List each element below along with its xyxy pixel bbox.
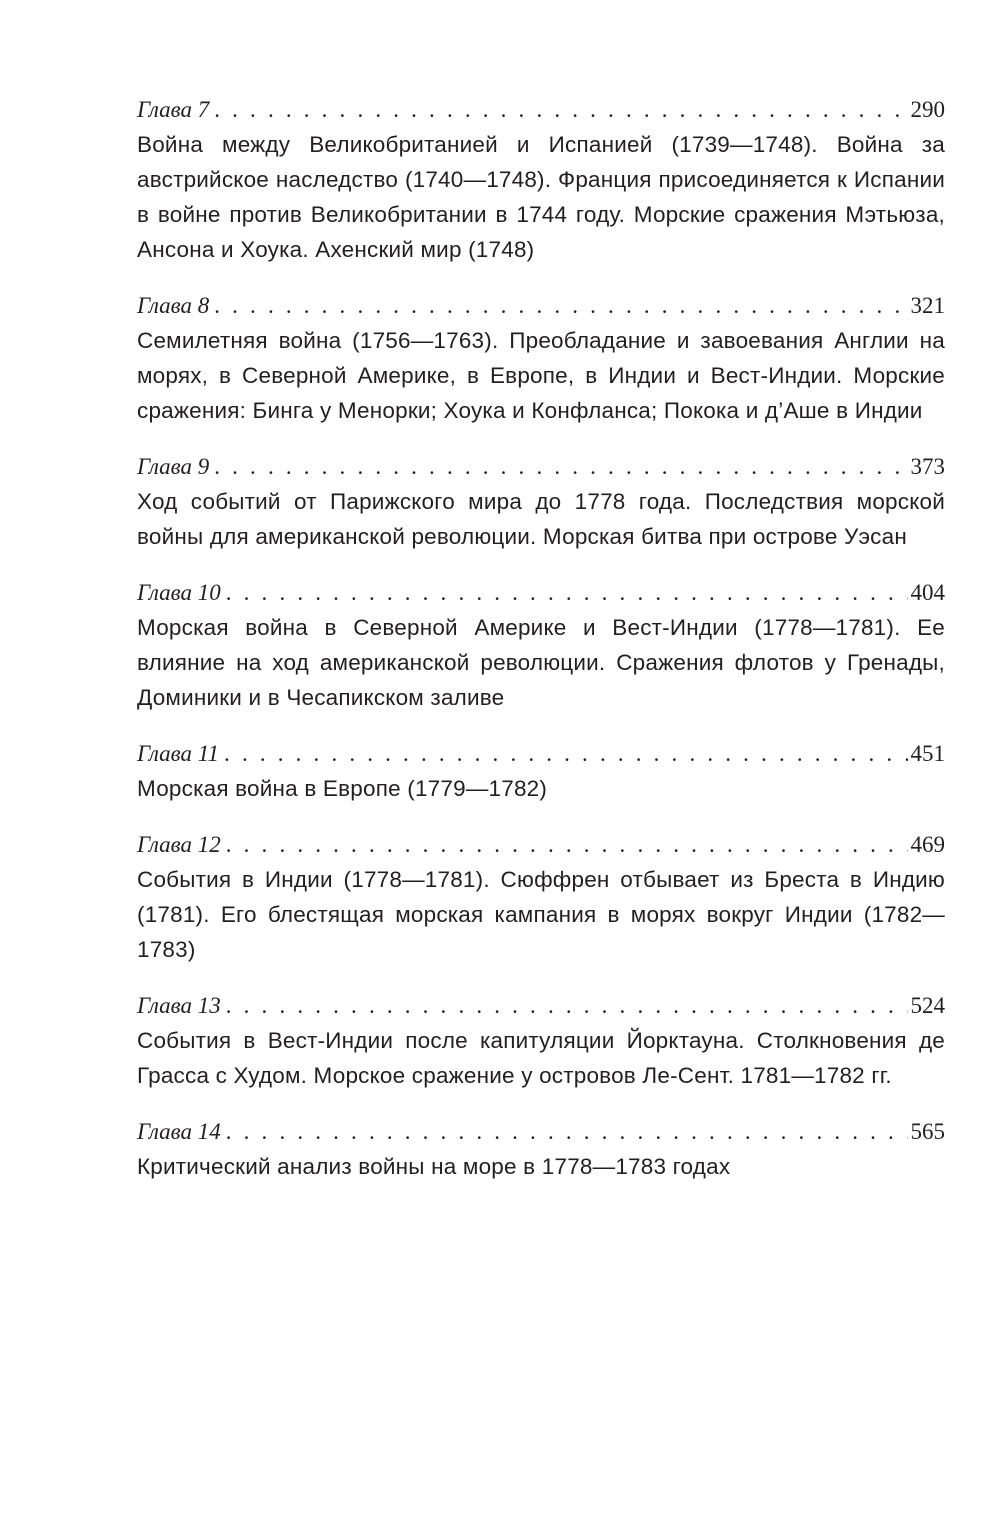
toc-entry-chapter-14 [137, 1114, 945, 1184]
dot-leader [214, 449, 907, 484]
chapter-line [137, 288, 945, 323]
toc-entry-chapter-12 [137, 827, 945, 967]
toc-entry-chapter-8 [137, 288, 945, 428]
chapter-label: Глава 7 [137, 97, 210, 122]
toc-entry-chapter-9 [137, 449, 945, 554]
chapter-label: Глава 9 [137, 454, 210, 479]
chapter-description: Семилетняя война (1756—1763). Преобладание и завоевания Англии на морях, в Северной Америке, в Европе, в Индии и Вест-Индии. Морские сражения: Бинга у Менорки; Хоука и Конфланса; Покока и д’Аше в Индии [137, 328, 945, 423]
page-number: 373 [910, 454, 945, 479]
page-number: 451 [910, 741, 945, 766]
page-number: 469 [910, 832, 945, 857]
page-number: 404 [910, 580, 945, 605]
page-number: 565 [910, 1119, 945, 1144]
chapter-description: Критический анализ войны на море в 1778—1783 годах [137, 1154, 731, 1179]
toc-entry-chapter-10 [137, 575, 945, 715]
chapter-description: События в Вест-Индии после капитуляции Йорктауна. Столкновения де Грасса с Худом. Морское сражение у островов Ле-Сент. 1781—1782 гг. [137, 1028, 945, 1088]
chapter-label: Глава 13 [137, 993, 221, 1018]
dot-leader [226, 827, 908, 862]
dot-leader [226, 988, 908, 1023]
chapter-label: Глава 8 [137, 293, 210, 318]
chapter-label: Глава 12 [137, 832, 221, 857]
dot-leader [214, 288, 907, 323]
chapter-label: Глава 11 [137, 741, 220, 766]
page-number: 290 [910, 97, 945, 122]
chapter-label: Глава 10 [137, 580, 221, 605]
chapter-line [137, 1114, 945, 1149]
chapter-line [137, 736, 945, 771]
chapter-line [137, 92, 945, 127]
chapter-line [137, 988, 945, 1023]
dot-leader [226, 575, 908, 610]
toc-entry-chapter-11 [137, 736, 945, 806]
dot-leader [214, 92, 907, 127]
chapter-description: Морская война в Северной Америке и Вест-Индии (1778—1781). Ее влияние на ход американской революции. Сражения флотов у Гренады, Доминики и в Чесапикском заливе [137, 615, 945, 710]
chapter-label: Глава 14 [137, 1119, 221, 1144]
chapter-line [137, 575, 945, 610]
dot-leader [226, 1114, 908, 1149]
chapter-description: Война между Великобританией и Испанией (1739—1748). Война за австрийское наследство (1740—1748). Франция присоединяется к Испании в войне против Великобритании в 1744 году. Морские сражения Мэтьюза, Ансона и Хоука. Ахенский мир (1748) [137, 132, 945, 262]
table-of-contents [137, 92, 945, 1205]
chapter-line [137, 449, 945, 484]
dot-leader [224, 736, 907, 771]
chapter-description: Ход событий от Парижского мира до 1778 года. Последствия морской войны для американской революции. Морская битва при острове Уэсан [137, 489, 945, 549]
chapter-line [137, 827, 945, 862]
toc-entry-chapter-7 [137, 92, 945, 267]
page-number: 321 [910, 293, 945, 318]
page-number: 524 [910, 993, 945, 1018]
toc-entry-chapter-13 [137, 988, 945, 1093]
chapter-description: События в Индии (1778—1781). Сюффрен отбывает из Бреста в Индию (1781). Его блестящая морская кампания в морях вокруг Индии (1782—1783) [137, 867, 945, 962]
chapter-description: Морская война в Европе (1779—1782) [137, 776, 548, 801]
